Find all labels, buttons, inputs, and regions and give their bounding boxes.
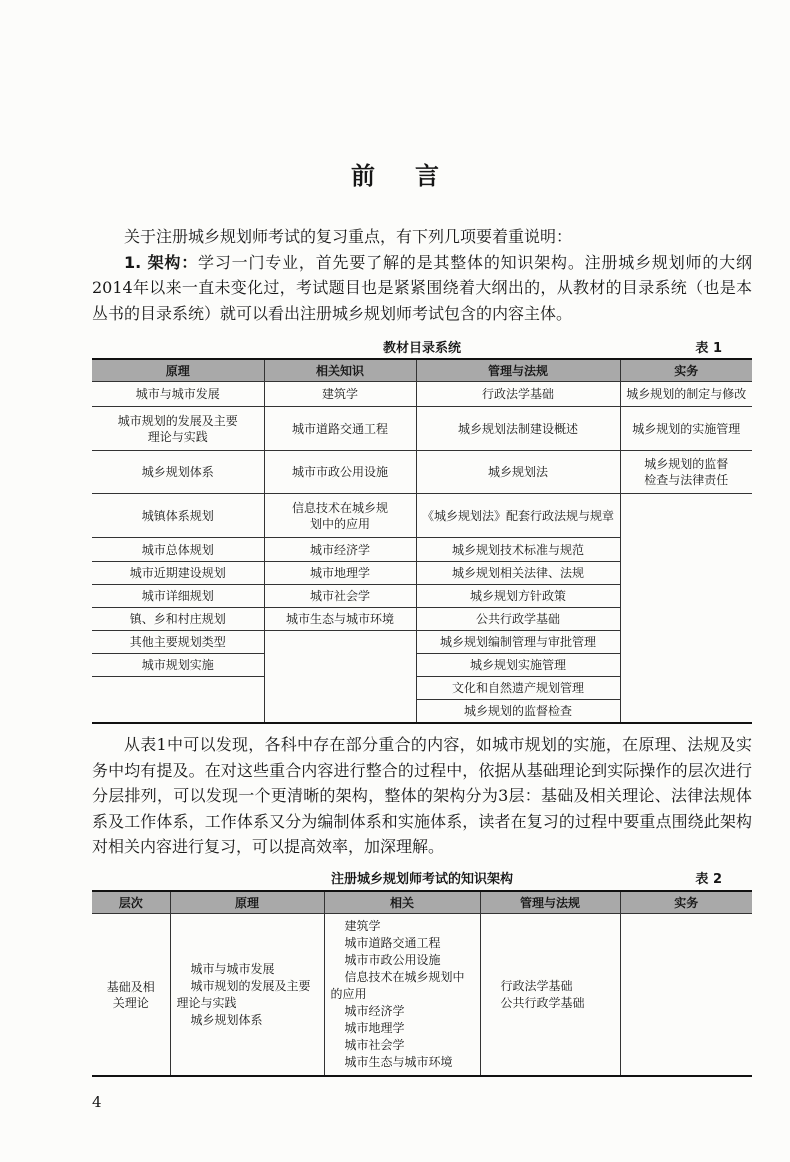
table1-header-cell: 管理与法规 <box>416 359 620 382</box>
table2-item: 城市道路交通工程 <box>344 936 441 950</box>
table2-header-cell: 管理与法规 <box>480 891 620 914</box>
table2-item: 信息技术在城乡规划中 <box>344 970 465 984</box>
table1-row <box>92 407 752 451</box>
table1-cell: 城市详细规划 <box>92 585 264 608</box>
table2-header-row <box>92 891 752 914</box>
table1-cell: 城市社会学 <box>264 585 416 608</box>
point1-text: 学习一门专业，首先要了解的是其整体的知识架构。注册城乡规划师的大纲2014年以来一直未变化过，考试题目也是紧紧围绕着大纲出的，从教材的目录系统（也是本丛书的目录系统）就可以看出注册城乡规划师考试包含的内容主体。 <box>92 252 752 323</box>
point1-paragraph <box>92 250 752 327</box>
table2-item: 城市地理学 <box>344 1021 405 1035</box>
table1-empty-cell <box>92 677 264 723</box>
table1-cell: 城乡规划的制定与修改 <box>620 382 752 407</box>
table1-cell: 城镇体系规划 <box>92 494 264 538</box>
table2-item: 城市生态与城市环境 <box>344 1055 453 1069</box>
table1-cell: 公共行政学基础 <box>416 608 620 631</box>
table1-number: 表 1 <box>695 341 722 356</box>
intro-paragraph: 关于注册城乡规划师考试的复习重点，有下列几项要着重说明： <box>124 227 573 246</box>
table2-shiwu-cell <box>620 914 752 1077</box>
table1-cell: 城市近期建设规划 <box>92 562 264 585</box>
table1-header-cell: 相关知识 <box>264 359 416 382</box>
body-section <box>92 732 752 860</box>
point1-label: 1. 架构： <box>124 252 199 272</box>
table1-cell: 镇、乡和村庄规划 <box>92 608 264 631</box>
intro-section <box>92 224 752 326</box>
table1-cell: 城市地理学 <box>264 562 416 585</box>
table2-item: 行政法学基础 <box>500 978 573 993</box>
table2-item: 城市规划的发展及主要 <box>190 978 311 993</box>
table1-empty-cell <box>620 494 752 723</box>
table1-cell: 城市道路交通工程 <box>264 407 416 451</box>
table2-guanli-cell <box>480 914 620 1077</box>
table2-item: 城市与城市发展 <box>190 961 275 976</box>
table1-row <box>92 382 752 407</box>
table2-level-cell: 基础及相关理论 <box>92 914 170 1077</box>
table1-header-row <box>92 359 752 382</box>
table2-item: 城市社会学 <box>344 1038 405 1052</box>
table1-cell: 城乡规划相关法律、法规 <box>416 562 620 585</box>
table1-cell: 城乡规划编制管理与审批管理 <box>416 631 620 654</box>
page-number: 4 <box>92 1093 102 1111</box>
table1-cell: 城市规划实施 <box>92 654 264 677</box>
table2-yuanli-cell <box>170 914 324 1077</box>
table1-cell: 建筑学 <box>264 382 416 407</box>
table2-header-cell: 实务 <box>620 891 752 914</box>
table2-item: 城乡规划体系 <box>190 1012 263 1027</box>
table1-cell: 城市规划的发展及主要理论与实践 <box>92 407 264 451</box>
table2-item: 理论与实践 <box>176 995 237 1010</box>
table2-item: 公共行政学基础 <box>500 995 585 1010</box>
table1-row <box>92 451 752 494</box>
table1-empty-cell <box>264 631 416 723</box>
para2: 从表1中可以发现，各科中存在部分重合的内容，如城市规划的实施，在原理、法规及实务中均有提及。在对这些重合内容进行整合的过程中，依据从基础理论到实际操作的层次进行分层排列，可以发现一个更清晰的架构，整体的架构分为3层：基础及相关理论、法律法规体系及工作体系，工作体系又分为编制体系和实施体系，读者在复习的过程中要重点围绕此架构对相关内容进行复习，可以提高效率，加深理解。 <box>92 735 752 857</box>
table2-framework <box>92 890 752 1077</box>
table1-title: 教材目录系统 <box>382 341 461 356</box>
table1-cell: 城乡规划体系 <box>92 451 264 494</box>
table1-cell: 城乡规划实施管理 <box>416 654 620 677</box>
table2-row <box>92 914 752 1077</box>
table2-item: 城市市政公用设施 <box>344 953 441 967</box>
table1-cell: 行政法学基础 <box>416 382 620 407</box>
table2-header-cell: 原理 <box>170 891 324 914</box>
table1-cell: 城市生态与城市环境 <box>264 608 416 631</box>
table1-cell: 城乡规划的实施管理 <box>620 407 752 451</box>
table1-cell: 信息技术在城乡规划中的应用 <box>264 494 416 538</box>
table1-cell: 城市总体规划 <box>92 538 264 562</box>
table2-title: 注册城乡规划师考试的知识架构 <box>330 872 513 887</box>
table1-cell: 城市与城市发展 <box>92 382 264 407</box>
table2-item: 的应用 <box>330 987 367 1001</box>
table2-item: 建筑学 <box>344 919 381 933</box>
table1-catalog <box>92 358 752 724</box>
table1-row <box>92 494 752 538</box>
table1-cell: 城乡规划方针政策 <box>416 585 620 608</box>
table1-cell: 城市经济学 <box>264 538 416 562</box>
table1-cell: 城乡规划技术标准与规范 <box>416 538 620 562</box>
table1-header-cell: 原理 <box>92 359 264 382</box>
table1-cell: 城乡规划的监督检查 <box>416 700 620 723</box>
table1-cell: 城乡规划的监督检查与法律责任 <box>620 451 752 494</box>
table1-cell: 文化和自然遗产规划管理 <box>416 677 620 700</box>
table1-cell: 其他主要规划类型 <box>92 631 264 654</box>
table1-cell: 城市市政公用设施 <box>264 451 416 494</box>
table2-header-cell: 层次 <box>92 891 170 914</box>
page-title: 前言 <box>351 162 479 190</box>
table1-cell: 城乡规划法 <box>416 451 620 494</box>
table2-xiangguan-cell <box>324 914 480 1077</box>
table1-cell: 《城乡规划法》配套行政法规与规章 <box>416 494 620 538</box>
table2-number: 表 2 <box>695 872 722 887</box>
table2-item: 城市经济学 <box>344 1004 405 1018</box>
table1-header-cell: 实务 <box>620 359 752 382</box>
table2-header-cell: 相关 <box>324 891 480 914</box>
table1-cell: 城乡规划法制建设概述 <box>416 407 620 451</box>
